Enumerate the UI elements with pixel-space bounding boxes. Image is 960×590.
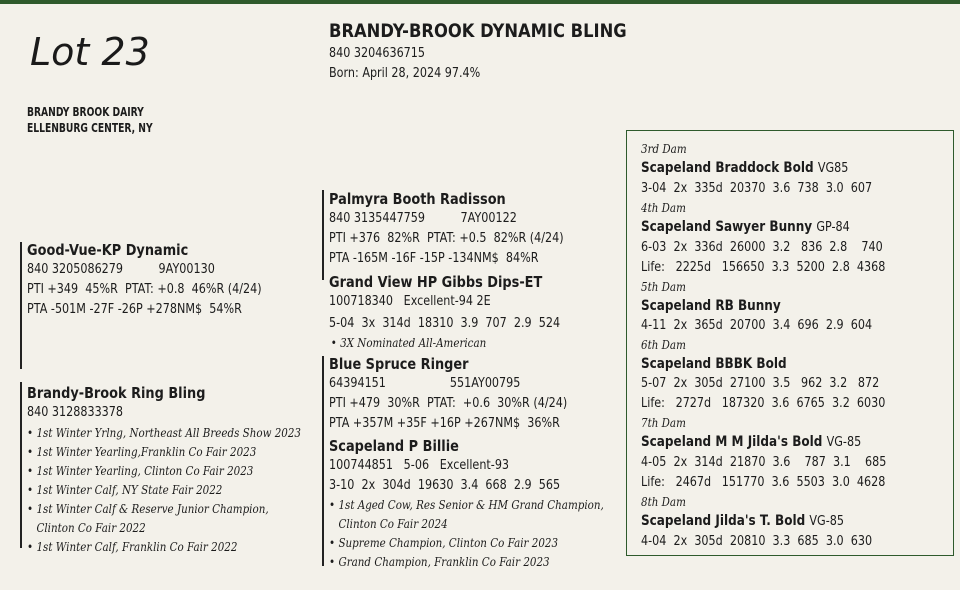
maternal-dam-entry bbox=[641, 493, 926, 552]
dam-entry-name-text: Scapeland M M Jilda's Bold bbox=[641, 434, 823, 450]
breeder-location: ELLENBURG CENTER, NY bbox=[27, 121, 153, 135]
dam-generation-label: 3rd Dam bbox=[641, 142, 687, 156]
award-text-continued: Clinton Co Fair 2024 bbox=[338, 517, 448, 531]
award-text: 1st Winter Calf, NY State Fair 2022 bbox=[36, 483, 223, 497]
award-text-continued: Clinton Co Fair 2022 bbox=[36, 521, 146, 535]
maternal-dam-entry bbox=[641, 199, 926, 278]
sire-pti: PTI +349 45%R PTAT: +0.8 46%R (4/24) bbox=[27, 282, 262, 297]
award-text: 1st Winter Yrlng, Northeast All Breeds Show 2023 bbox=[36, 426, 301, 440]
dam-entry-name bbox=[641, 296, 886, 316]
dam-block bbox=[27, 383, 346, 557]
award-item bbox=[27, 424, 301, 443]
sire-sire-pti: PTI +376 82%R PTAT: +0.5 82%R (4/24) bbox=[329, 231, 564, 246]
award-item bbox=[27, 538, 301, 557]
dam-entry-name bbox=[641, 432, 886, 453]
top-accent-bar bbox=[0, 0, 960, 4]
sire-dam-note: • 3X Nominated All-American bbox=[330, 336, 487, 350]
dam-entry-record: 3-04 2x 335d 20370 3.6 738 3.0 607 bbox=[641, 181, 873, 196]
award-item bbox=[329, 534, 604, 553]
award-text: 1st Winter Yearling, Clinton Co Fair 2023 bbox=[36, 464, 254, 478]
breeder-block bbox=[27, 104, 153, 136]
bullet-icon: • bbox=[27, 502, 34, 516]
dam-dam-name: Scapeland P Billie bbox=[329, 437, 459, 455]
sire-sire-name: Palmyra Booth Radisson bbox=[329, 190, 506, 208]
sire-dam-name: Grand View HP Gibbs Dips-ET bbox=[329, 273, 543, 291]
dam-bracket bbox=[20, 382, 22, 548]
award-text: 1st Winter Yearling,Franklin Co Fair 2023 bbox=[36, 445, 257, 459]
dam-entry-classification: VG-85 bbox=[826, 435, 862, 450]
lot-number: Lot 23 bbox=[30, 30, 150, 74]
dam-id: 840 3128833378 bbox=[27, 405, 124, 420]
sire-sire-pta: PTA -165M -16F -15P -134NM$ 84%R bbox=[329, 251, 539, 266]
sire-sire-block bbox=[329, 189, 602, 269]
dam-sire-pta: PTA +357M +35F +16P +267NM$ 36%R bbox=[329, 416, 560, 431]
dam-sire-id: 64394151 551AY00795 bbox=[329, 376, 521, 391]
bullet-icon: • bbox=[27, 540, 34, 554]
sire-dam-id: 100718340 Excellent-94 2E bbox=[329, 294, 491, 309]
maternal-line-list bbox=[641, 140, 926, 552]
dam-entry-classification: GP-84 bbox=[816, 220, 850, 235]
maternal-dam-entry bbox=[641, 414, 926, 493]
dam-dam-record: 3-10 2x 304d 19630 3.4 668 2.9 565 bbox=[329, 478, 561, 493]
sire-bracket bbox=[20, 242, 22, 369]
sire-id: 840 3205086279 9AY00130 bbox=[27, 262, 215, 277]
dam-generation-label: 8th Dam bbox=[641, 495, 686, 509]
dam-entry-name bbox=[641, 217, 886, 238]
dam-entry-classification: VG85 bbox=[817, 161, 849, 176]
maternal-dam-entry bbox=[641, 278, 926, 336]
dam-entry-record: Life: 2727d 187320 3.6 6765 3.2 6030 bbox=[641, 396, 886, 411]
dam-generation-label: 4th Dam bbox=[641, 201, 686, 215]
dam-entry-name-text: Scapeland Braddock Bold bbox=[641, 160, 814, 176]
dam-generation-label: 5th Dam bbox=[641, 280, 686, 294]
dam-dam-awards-list bbox=[329, 496, 649, 572]
sire-sire-bracket bbox=[322, 190, 324, 280]
dam-entry-record: 4-11 2x 365d 20700 3.4 696 2.9 604 bbox=[641, 318, 873, 333]
bullet-icon: • bbox=[27, 464, 34, 478]
award-text: 1st Winter Calf, Franklin Co Fair 2022 bbox=[36, 540, 238, 554]
animal-id: 840 3204636715 bbox=[329, 46, 426, 61]
dam-entry-record: Life: 2467d 151770 3.6 5503 3.0 4628 bbox=[641, 475, 886, 490]
dam-entry-record: 4-04 2x 305d 20810 3.3 685 3.0 630 bbox=[641, 534, 873, 549]
dam-entry-name-text: Scapeland RB Bunny bbox=[641, 298, 781, 314]
bullet-icon: • bbox=[27, 426, 34, 440]
dam-side-bracket bbox=[322, 356, 324, 566]
dam-entry-name-text: Scapeland BBBK Bold bbox=[641, 356, 787, 372]
animal-born: Born: April 28, 2024 97.4% bbox=[329, 66, 481, 81]
dam-entry-record: 5-07 2x 305d 27100 3.5 962 3.2 872 bbox=[641, 376, 880, 391]
dam-entry-record: 6-03 2x 336d 26000 3.2 836 2.8 740 bbox=[641, 240, 883, 255]
maternal-dam-entry bbox=[641, 336, 926, 414]
dam-entry-record: 4-05 2x 314d 21870 3.6 787 3.1 685 bbox=[641, 455, 887, 470]
dam-generation-label: 7th Dam bbox=[641, 416, 686, 430]
award-text: 1st Aged Cow, Res Senior & HM Grand Champion, bbox=[338, 498, 604, 512]
bullet-icon: • bbox=[329, 555, 336, 569]
dam-entry-name-text: Scapeland Jilda's T. Bold bbox=[641, 513, 806, 529]
sire-pta: PTA -501M -27F -26P +278NM$ 54%R bbox=[27, 302, 242, 317]
bullet-icon: • bbox=[329, 536, 336, 550]
sire-dam-record: 5-04 3x 314d 18310 3.9 707 2.9 524 bbox=[329, 316, 561, 331]
dam-dam-id: 100744851 5-06 Excellent-93 bbox=[329, 458, 510, 473]
bullet-icon: • bbox=[27, 445, 34, 459]
award-text: 1st Winter Calf & Reserve Junior Champion, bbox=[36, 502, 269, 516]
dam-sire-name: Blue Spruce Ringer bbox=[329, 355, 469, 373]
maternal-line-box bbox=[626, 130, 954, 556]
bullet-icon: • bbox=[329, 498, 336, 512]
sire-sire-id: 840 3135447759 7AY00122 bbox=[329, 211, 517, 226]
dam-entry-classification: VG-85 bbox=[809, 514, 844, 529]
maternal-dam-entry bbox=[641, 140, 926, 199]
dam-sire-block bbox=[329, 354, 606, 434]
sire-dam-block bbox=[329, 272, 598, 352]
award-text: Supreme Champion, Clinton Co Fair 2023 bbox=[338, 536, 559, 550]
sire-block bbox=[27, 240, 300, 320]
dam-entry-name bbox=[641, 158, 886, 179]
dam-entry-record: Life: 2225d 156650 3.3 5200 2.8 4368 bbox=[641, 260, 886, 275]
sire-name: Good-Vue-KP Dynamic bbox=[27, 241, 189, 259]
award-text: Grand Champion, Franklin Co Fair 2023 bbox=[338, 555, 550, 569]
dam-generation-label: 6th Dam bbox=[641, 338, 686, 352]
dam-entry-name bbox=[641, 354, 886, 374]
animal-name: BRANDY-BROOK DYNAMIC BLING bbox=[329, 20, 627, 42]
award-item bbox=[27, 500, 301, 538]
dam-name: Brandy-Brook Ring Bling bbox=[27, 384, 206, 402]
award-item bbox=[329, 496, 604, 534]
animal-header bbox=[329, 20, 675, 84]
award-item bbox=[27, 481, 301, 500]
award-item bbox=[27, 443, 301, 462]
bullet-icon: • bbox=[27, 483, 34, 497]
dam-entry-name bbox=[641, 511, 886, 532]
award-item bbox=[27, 462, 301, 481]
breeder-name: BRANDY BROOK DAIRY bbox=[27, 105, 144, 119]
award-item bbox=[329, 553, 604, 572]
dam-awards-list bbox=[27, 424, 346, 557]
dam-entry-name-text: Scapeland Sawyer Bunny bbox=[641, 219, 813, 235]
dam-dam-block bbox=[329, 436, 649, 572]
dam-sire-pti: PTI +479 30%R PTAT: +0.6 30%R (4/24) bbox=[329, 396, 568, 411]
